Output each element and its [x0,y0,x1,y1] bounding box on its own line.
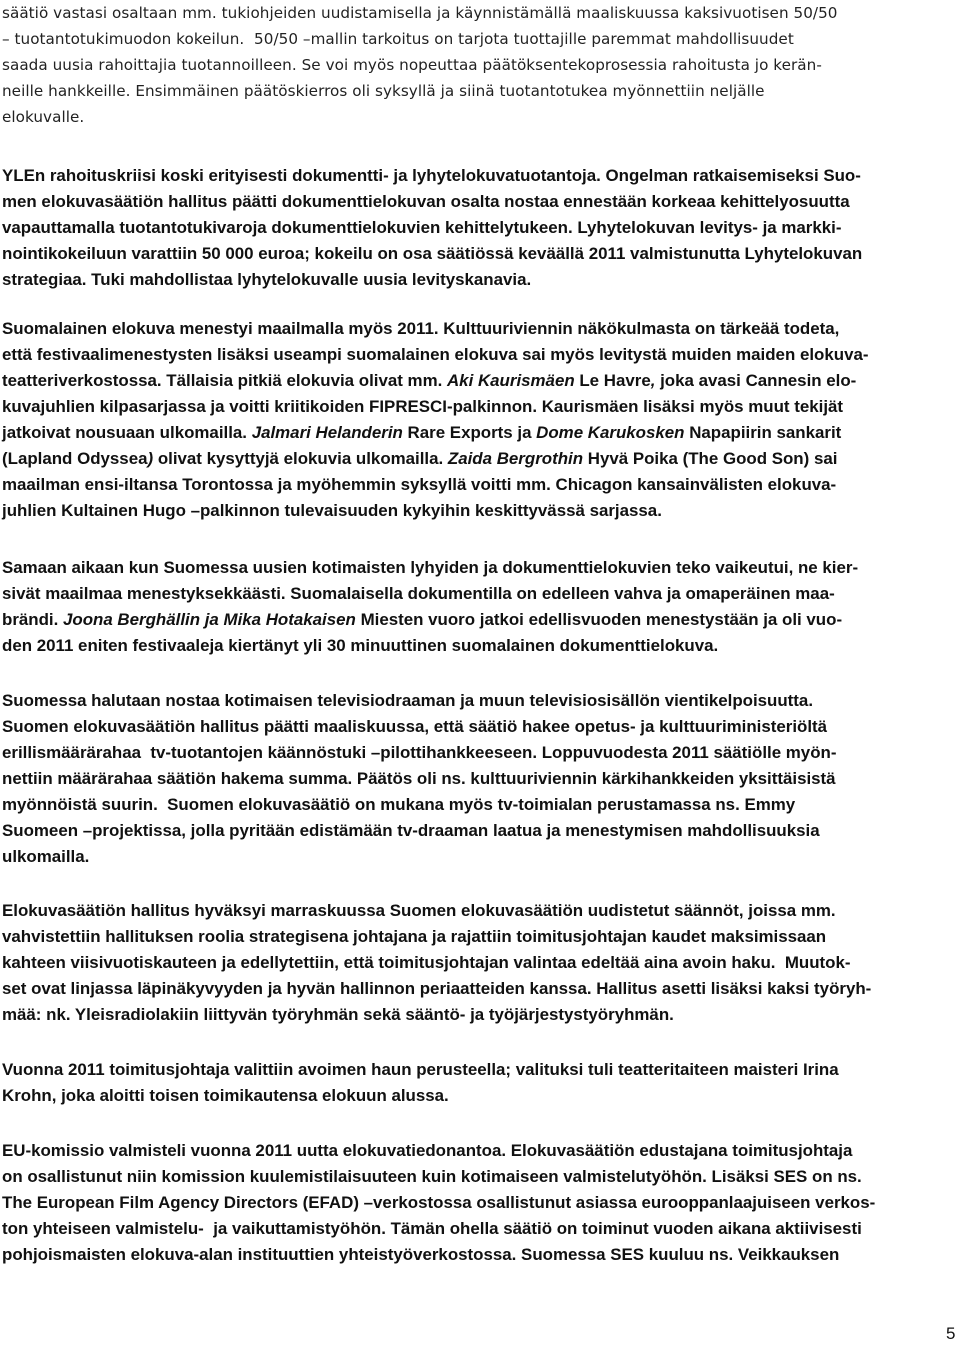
text-line [2,633,718,659]
text-run: jatkoivat nousuaan ulkomailla. [2,423,252,442]
text-run: Samaan aikaan kun Suomessa uusien kotimaisten lyhyiden ja dokumenttielokuvien teko vaikeutui, ne kier- [2,558,859,577]
text-run: Dome Karukosken [536,423,685,442]
text-run: Suomalainen elokuva menestyi maailmalla myös 2011. Kulttuuriviennin näkökulmasta on tärkeää todeta, [2,319,840,338]
text-line [2,740,836,766]
text-run: ) [147,449,154,468]
text-line [2,924,826,950]
text-line [2,394,843,420]
text-line [2,898,836,924]
text-line [2,104,84,130]
text-run: Suomen elokuvasäätiön hallitus päätti maaliskuussa, että säätiö hakee opetus- ja kulttuuriministeriöltä [2,717,828,736]
page-number: 5 [946,1324,956,1343]
text-run: nettiin määrärahaa säätiön hakema summa. Päätös oli ns. kulttuuriviennin kärkihankkeiden yksittäisistä [2,769,836,788]
text-run: Rare Exports [407,423,513,442]
text-line [2,792,795,818]
text-run: ulkomailla. [2,847,90,866]
text-line [2,766,836,792]
text-run: brändi. [2,610,63,629]
text-line [2,1216,862,1242]
text-run: ja [512,423,537,442]
text-run: on osallistunut niin komission kuulemistilaisuuteen kuin kotimaiseen valmistelutyöhön. Lisäksi SES on ns. [2,1167,862,1186]
text-line [2,215,841,241]
text-line [2,163,861,189]
text-run: ton yhteiseen valmistelu- ja vaikuttamistyöhön. Tämän ohella säätiö on toiminut vuoden aikana aktiivisesti [2,1219,862,1238]
text-line [2,342,868,368]
text-run: jatkoi edellisvuoden menestystään ja oli vuo- [475,610,843,629]
text-run: nointikokeiluun varattiin 50 000 euroa; kokeilu on osa säätiössä keväällä 2011 valmistunutta Lyhytelokuvan [2,244,863,263]
text-run: joka avasi Cannesin elo- [655,371,857,390]
text-run: The European Film Agency Directors (EFAD) –verkostossa osallistunut asiassa eurooppanlaajuiseen verkos- [2,1193,876,1212]
text-run: teatteriverkostossa. Tällaisia pitkiä elokuvia olivat mm. [2,371,447,390]
text-line [2,581,835,607]
text-line [2,1190,875,1216]
text-line [2,1057,839,1083]
text-line [2,1164,862,1190]
text-run: , [650,371,656,390]
text-run: maailman ensi-iltansa Torontossa ja myöhemmin syksyllä voitti mm. Chicagon kansainvälisten elokuva- [2,475,837,494]
text-line [2,316,839,342]
text-run: Lapland Odyssea [7,449,148,468]
text-run: Aki Kaurismäen [446,371,575,390]
text-run: vahvistettiin hallituksen roolia strategisena johtajana ja rajattiin toimitusjohtajan kaudet maksimissaan [2,927,827,946]
text-run: The Good Son [688,449,804,468]
text-run: – tuotantotukimuodon kokeilun. 50/50 –mallin tarkoitus on tarjota tuottajille paremmat mahdollisuudet [2,30,794,48]
text-line [2,472,836,498]
text-run: mää: nk. Yleisradiolakiin liittyvän työryhmän sekä sääntö- ja työjärjestystyöryhmän. [2,1005,674,1024]
text-run: Vuonna 2011 toimitusjohtaja valittiin avoimen haun perusteella; valituksi tuli teatteritaiteen maisteri Irina [2,1060,839,1079]
text-run: YLEn rahoituskriisi koski erityisesti dokumentti- ja lyhytelokuvatuotantoja. Ongelman ratkaisemiseksi Suo- [2,166,861,185]
text-run: neille hankkeille. Ensimmäinen päätöskierros oli syksyllä ja siinä tuotantotukea myönnettiin neljälle [2,82,765,100]
text-run: ( [2,449,8,468]
text-run: Hyvä Poika [587,449,678,468]
text-run: erillismäärärahaa tv-tuotantojen käännöstuki –pilottihankkeeseen. Loppuvuodesta 2011 säätiölle myön- [2,743,837,762]
text-run: EU-komissio valmisteli vuonna 2011 uutta elokuvatiedonantoa. Elokuvasäätiön edustajana toimitusjohtaja [2,1141,853,1160]
text-line [2,607,842,633]
text-run: ( [677,449,689,468]
text-run: men elokuvasäätiön hallitus päätti dokumenttielokuvan osalta nostaa ennestään korkeaa kehittelyosuutta [2,192,850,211]
text-run: Suomessa halutaan nostaa kotimaisen televisiodraaman ja muun televisiosisällön vientikelpoisuutta. [2,691,814,710]
text-run: olivat kysyttyjä elokuvia ulkomailla. [153,449,448,468]
text-line [2,368,856,394]
text-line [2,1083,449,1109]
text-line [2,267,531,293]
text-line [2,26,794,52]
text-run: Le Havre [579,371,651,390]
text-run: säätiö vastasi osaltaan mm. tukiohjeiden uudistamisella ja käynnistämällä maaliskuussa kaksivuotisen 50/50 [2,4,838,22]
text-line [2,241,862,267]
text-run: kahteen viisivuotiskauteen ja edellytettiin, että toimitusjohtajan valintaa edeltää aina avoin haku. Muutok- [2,953,851,972]
text-run: Zaida Bergrothin [447,449,584,468]
text-run: set ovat linjassa läpinäkyvyyden ja hyvän hallinnon periaatteiden kanssa. Hallitus asetti lisäksi kaksi työryh- [2,979,872,998]
text-run: myönnöistä suurin. Suomen elokuvasäätiö on mukana myös tv-toimialan perustamassa ns. Emmy [2,795,796,814]
text-line [2,78,765,104]
text-run: pohjoismaisten elokuva-alan instituuttien yhteistyöverkostossa. Suomessa SES kuuluu ns. Veikkauksen [2,1245,840,1264]
text-run: strategiaa. Tuki mahdollistaa lyhytelokuvalle uusia levityskanavia. [2,270,532,289]
text-line [2,189,850,215]
text-run: Miesten vuoro [360,610,476,629]
text-run: Joona Berghällin ja Mika Hotakaisen [63,610,356,629]
text-run: kuvajuhlien kilpasarjassa ja voitti kriitikoiden FIPRESCI-palkinnon. Kaurismäen lisäksi myös muut tekijät [2,397,844,416]
text-line [2,52,822,78]
text-run: Krohn, joka aloitti toisen toimikautensa elokuun alussa. [2,1086,449,1105]
text-line [2,1002,674,1028]
text-line [2,420,841,446]
text-run: juhlien Kultainen Hugo –palkinnon tulevaisuuden kykyihin keskittyvässä sarjassa. [2,501,662,520]
text-line [2,555,858,581]
text-line [2,818,820,844]
text-run: että festivaalimenestysten lisäksi useampi suomalainen elokuva sai myös levitystä muiden maiden elokuva- [2,345,869,364]
text-line [2,446,837,472]
text-run: saada uusia rahoittajia tuotannoilleen. Se voi myös nopeuttaa päätöksentekoprosessia rahoitusta jo kerän- [2,56,822,74]
text-run: Napapiirin sankarit [689,423,842,442]
text-run: Suomeen –projektissa, jolla pyritään edistämään tv-draaman laatua ja menestymisen mahdollisuuksia [2,821,820,840]
text-run: sivät maailmaa menestyksekkäästi. Suomalaisella dokumentilla on edelleen vahva ja omaperäinen maa- [2,584,835,603]
text-line [2,1138,852,1164]
text-line [2,714,827,740]
text-run: den 2011 eniten festivaaleja kiertänyt yli 30 minuuttinen suomalainen dokumenttielokuva. [2,636,719,655]
text-line [2,950,851,976]
text-run: vapauttamalla tuotantotukivaroja dokumenttielokuvien kehittelytukeen. Lyhytelokuvan levitys- ja markki- [2,218,842,237]
text-run: Elokuvasäätiön hallitus hyväksyi marraskuussa Suomen elokuvasäätiön uudistetut säännöt, joissa mm. [2,901,836,920]
text-line [2,976,871,1002]
text-line [2,844,89,870]
text-run: elokuvalle. [2,108,85,126]
text-line [2,0,838,26]
text-line [2,1242,839,1268]
text-run: Jalmari Helanderin [251,423,403,442]
text-line [2,688,813,714]
text-line [2,498,662,524]
text-run: ) sai [803,449,838,468]
